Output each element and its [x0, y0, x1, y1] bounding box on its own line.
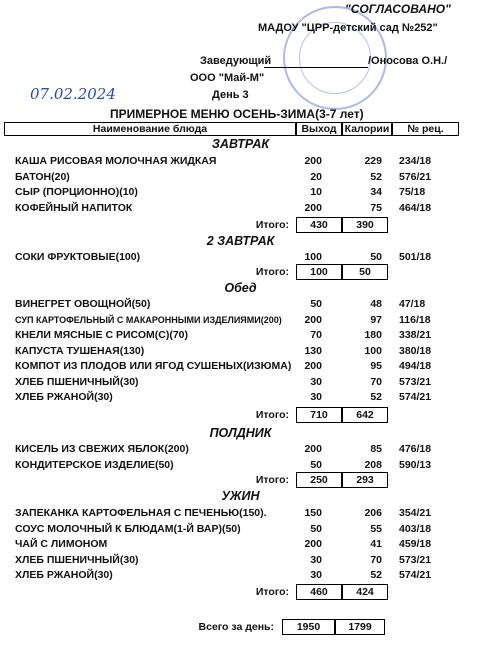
menu-row [0, 314, 481, 328]
dish-name: ЧАЙ С ЛИМОНОМ [15, 538, 108, 550]
day-total-out: 1950 [282, 619, 335, 635]
section-title: ПОЛДНИК [209, 426, 272, 440]
meal-total-row [0, 472, 481, 488]
dish-recipe-number: 574/21 [399, 391, 432, 403]
menu-row [0, 155, 481, 169]
meal-total-label: Итого: [255, 586, 289, 598]
supplier-name: ООО "Май-М" [190, 72, 265, 84]
dish-output: 200 [304, 201, 322, 214]
dish-calories: 95 [370, 360, 382, 372]
col-header-rec: № рец. [392, 122, 459, 136]
dish-output: 50 [310, 522, 322, 535]
menu-row [0, 443, 481, 457]
dish-recipe-number: 494/18 [399, 360, 432, 372]
meal-total-row [0, 264, 481, 280]
meal-total-row [0, 584, 481, 600]
col-header-out: Выход [296, 122, 342, 136]
dish-recipe-number: 464/18 [399, 201, 432, 214]
dish-calories: 48 [370, 298, 382, 310]
dish-recipe-number: 501/18 [399, 251, 432, 263]
meal-total-label: Итого: [255, 219, 289, 231]
dish-name: КАПУСТА ТУШЕНАЯ(130) [15, 344, 145, 357]
meal-total-out: 460 [296, 584, 342, 600]
dish-recipe-number: 573/21 [399, 553, 432, 566]
dish-name: КНЕЛИ МЯСНЫЕ С РИСОМ(С)(70) [15, 329, 189, 341]
col-header-name: Наименование блюда [4, 122, 296, 136]
dish-name: ХЛЕБ ПШЕНИЧНЫЙ(30) [15, 553, 139, 566]
dish-output: 100 [304, 251, 322, 263]
meal-total-cal: 424 [342, 584, 388, 600]
menu-row [0, 329, 481, 343]
dish-output: 10 [310, 186, 322, 198]
day-total-label: Всего за день: [198, 621, 274, 633]
dish-calories: 52 [370, 391, 382, 403]
dish-recipe-number: 354/21 [399, 507, 432, 519]
dish-name: БАТОН(20) [15, 170, 70, 183]
day-label: День 3 [212, 89, 249, 101]
approval-heading: "СОГЛАСОВАНО" [345, 2, 451, 16]
dish-recipe-number: 380/18 [399, 344, 432, 357]
handwritten-date: 07.02.2024 [30, 85, 116, 103]
dish-name: ВИНЕГРЕТ ОВОЩНОЙ(50) [15, 298, 151, 310]
meal-total-cal: 50 [342, 264, 388, 280]
menu-row [0, 391, 481, 405]
dish-name: ХЛЕБ ПШЕНИЧНЫЙ(30) [15, 375, 139, 388]
dish-name: КАША РИСОВАЯ МОЛОЧНАЯ ЖИДКАЯ [15, 155, 217, 167]
dish-name: ХЛЕБ РЖАНОЙ(30) [15, 391, 113, 403]
dish-recipe-number: 338/21 [399, 329, 432, 341]
dish-recipe-number: 574/21 [399, 569, 432, 581]
dish-output: 150 [304, 507, 322, 519]
dish-name: СОКИ ФРУКТОВЫЕ(100) [15, 251, 141, 263]
menu-row [0, 569, 481, 583]
meal-total-label: Итого: [255, 474, 289, 486]
head-label: Заведующий [200, 55, 272, 67]
dish-name: КИСЕЛЬ ИЗ СВЕЖИХ ЯБЛОК(200) [15, 443, 189, 455]
menu-row [0, 523, 481, 537]
dish-calories: 206 [364, 507, 382, 519]
section-title: Обед [224, 281, 257, 295]
meal-total-row [0, 407, 481, 423]
dish-output: 30 [310, 553, 322, 566]
dish-name: СУП КАРТОФЕЛЬНЫЙ С МАКАРОННЫМИ ИЗДЕЛИЯМИ(200) [15, 314, 282, 325]
dish-output: 200 [304, 155, 322, 167]
menu-row [0, 554, 481, 568]
dish-recipe-number: 116/18 [399, 313, 431, 326]
dish-output: 200 [304, 538, 322, 550]
meal-total-row [0, 217, 481, 233]
menu-row [0, 298, 481, 312]
dish-output: 200 [304, 443, 322, 455]
dish-calories: 85 [370, 443, 382, 455]
dish-recipe-number: 576/21 [399, 170, 432, 183]
dish-calories: 50 [370, 251, 382, 263]
dish-calories: 208 [364, 458, 382, 471]
section-title: ЗАВТРАК [211, 137, 270, 151]
dish-calories: 100 [364, 344, 382, 357]
meal-total-out: 250 [296, 472, 342, 488]
dish-name: ЗАПЕКАНКА КАРТОФЕЛЬНАЯ С ПЕЧЕНЬЮ(150). [15, 507, 267, 519]
menu-row [0, 171, 481, 185]
menu-row [0, 538, 481, 552]
menu-row [0, 360, 481, 374]
dish-output: 20 [310, 170, 322, 183]
dish-output: 30 [310, 391, 322, 403]
meal-total-cal: 642 [342, 407, 388, 423]
dish-output: 200 [304, 360, 322, 372]
meal-total-cal: 293 [342, 472, 388, 488]
dish-recipe-number: 476/18 [399, 443, 432, 455]
menu-row [0, 345, 481, 359]
dish-name: ХЛЕБ РЖАНОЙ(30) [15, 569, 113, 581]
dish-recipe-number: 75/18 [399, 186, 426, 198]
day-total-cal: 1799 [335, 619, 385, 635]
meal-total-out: 430 [296, 217, 342, 233]
dish-calories: 70 [370, 375, 382, 388]
dish-output: 50 [310, 298, 322, 310]
dish-recipe-number: 403/18 [399, 522, 432, 535]
dish-calories: 97 [370, 313, 382, 326]
menu-row [0, 186, 481, 200]
menu-row [0, 251, 481, 265]
head-name: /Оносова О.Н./ [368, 55, 448, 67]
dish-output: 70 [310, 329, 322, 341]
col-header-cal: Калории [342, 122, 392, 136]
section-title: УЖИН [221, 489, 260, 503]
day-total-row [0, 619, 481, 635]
dish-name: КОНДИТЕРСКОЕ ИЗДЕЛИЕ(50) [15, 458, 174, 471]
dish-calories: 55 [370, 522, 382, 535]
dish-recipe-number: 590/13 [399, 458, 432, 471]
section-title: 2 ЗАВТРАК [206, 234, 275, 248]
dish-name: КОФЕЙНЫЙ НАПИТОК [15, 201, 133, 214]
meal-total-cal: 390 [342, 217, 388, 233]
meal-total-out: 100 [296, 264, 342, 280]
dish-calories: 75 [370, 201, 382, 214]
dish-calories: 229 [364, 155, 382, 167]
organization-name: МАДОУ "ЦРР-детский сад №252" [258, 22, 438, 34]
meal-total-out: 710 [296, 407, 342, 423]
dish-output: 130 [304, 344, 322, 357]
dish-calories: 180 [364, 329, 382, 341]
dish-recipe-number: 459/18 [399, 538, 432, 550]
dish-recipe-number: 573/21 [399, 375, 432, 388]
menu-row [0, 202, 481, 216]
dish-output: 50 [310, 458, 322, 471]
dish-calories: 41 [370, 538, 382, 550]
dish-output: 30 [310, 569, 322, 581]
dish-name: СОУС МОЛОЧНЫЙ К БЛЮДАМ(1-Й ВАР)(50) [15, 522, 241, 535]
dish-name: КОМПОТ ИЗ ПЛОДОВ ИЛИ ЯГОД СУШЕНЫХ(ИЗЮМА) [15, 360, 292, 372]
dish-output: 200 [304, 313, 322, 326]
dish-calories: 70 [370, 553, 382, 566]
dish-calories: 52 [370, 569, 382, 581]
dish-calories: 52 [370, 170, 382, 183]
meal-total-label: Итого: [255, 266, 289, 278]
dish-output: 30 [310, 375, 322, 388]
dish-name: СЫР (ПОРЦИОННО)(10) [15, 186, 138, 198]
menu-row [0, 376, 481, 390]
dish-calories: 34 [370, 186, 382, 198]
signature-line [264, 67, 368, 68]
dish-recipe-number: 47/18 [399, 298, 426, 310]
menu-row [0, 459, 481, 473]
menu-title: ПРИМЕРНОЕ МЕНЮ ОСЕНЬ-ЗИМА(3-7 лет) [110, 107, 364, 121]
menu-row [0, 507, 481, 521]
meal-total-label: Итого: [255, 409, 289, 421]
dish-recipe-number: 234/18 [399, 155, 432, 167]
